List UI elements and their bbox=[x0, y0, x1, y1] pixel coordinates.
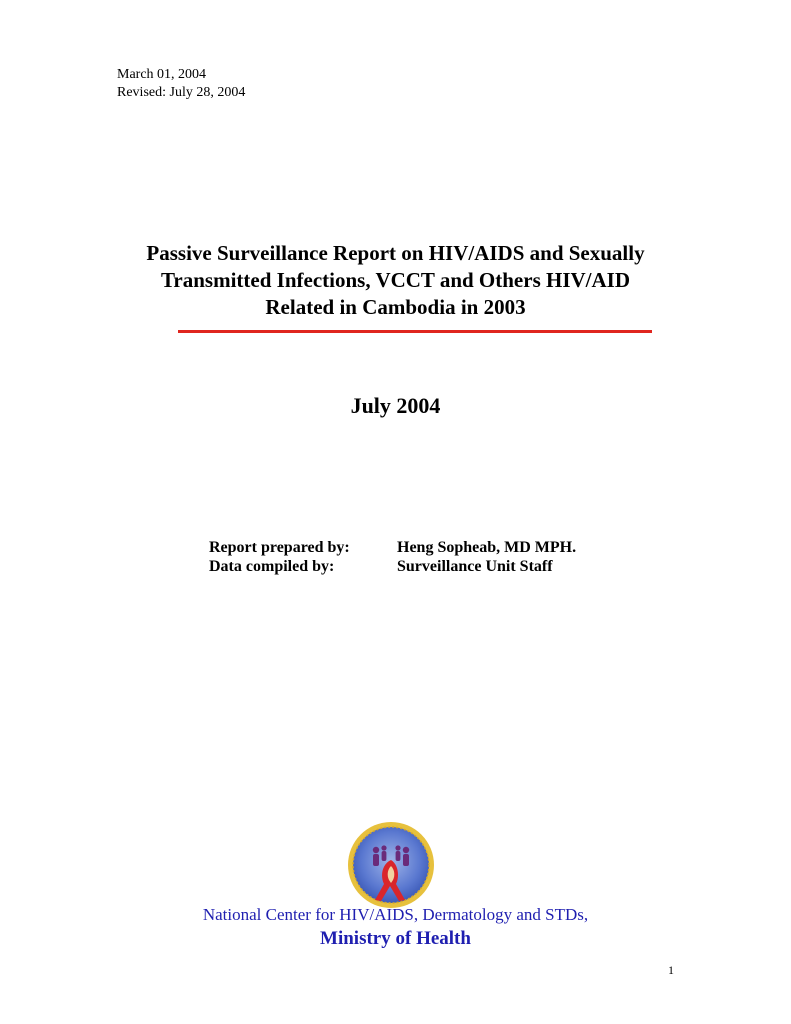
credit-value: Surveillance Unit Staff bbox=[397, 558, 553, 575]
credit-row-compiled-by bbox=[209, 557, 576, 576]
ministry-logo bbox=[346, 820, 436, 910]
title-line-2: Transmitted Infections, VCCT and Others HIV/AID bbox=[160, 268, 631, 292]
publication-date: July 2004 bbox=[350, 393, 441, 418]
ministry-name: Ministry of Health bbox=[320, 928, 471, 949]
credit-row-prepared-by bbox=[209, 538, 576, 557]
revised-date-line: Revised: July 28, 2004 bbox=[117, 85, 246, 100]
organization-name: National Center for HIV/AIDS, Dermatology and STDs, bbox=[202, 905, 589, 924]
title-divider bbox=[178, 330, 652, 333]
organization-block bbox=[0, 903, 791, 951]
credits-block bbox=[209, 538, 576, 576]
title-line-1: Passive Surveillance Report on HIV/AIDS and Sexually bbox=[146, 241, 645, 265]
ministry-logo-graphic bbox=[346, 820, 436, 910]
title-line-3: Related in Cambodia in 2003 bbox=[265, 295, 526, 319]
credit-label: Report prepared by: bbox=[209, 539, 350, 556]
report-title bbox=[60, 240, 731, 321]
credit-value: Heng Sopheab, MD MPH. bbox=[397, 539, 577, 556]
page-number: 1 bbox=[668, 963, 674, 977]
date-line: March 01, 2004 bbox=[117, 67, 207, 82]
document-dates bbox=[117, 66, 245, 102]
credit-label: Data compiled by: bbox=[209, 558, 335, 575]
